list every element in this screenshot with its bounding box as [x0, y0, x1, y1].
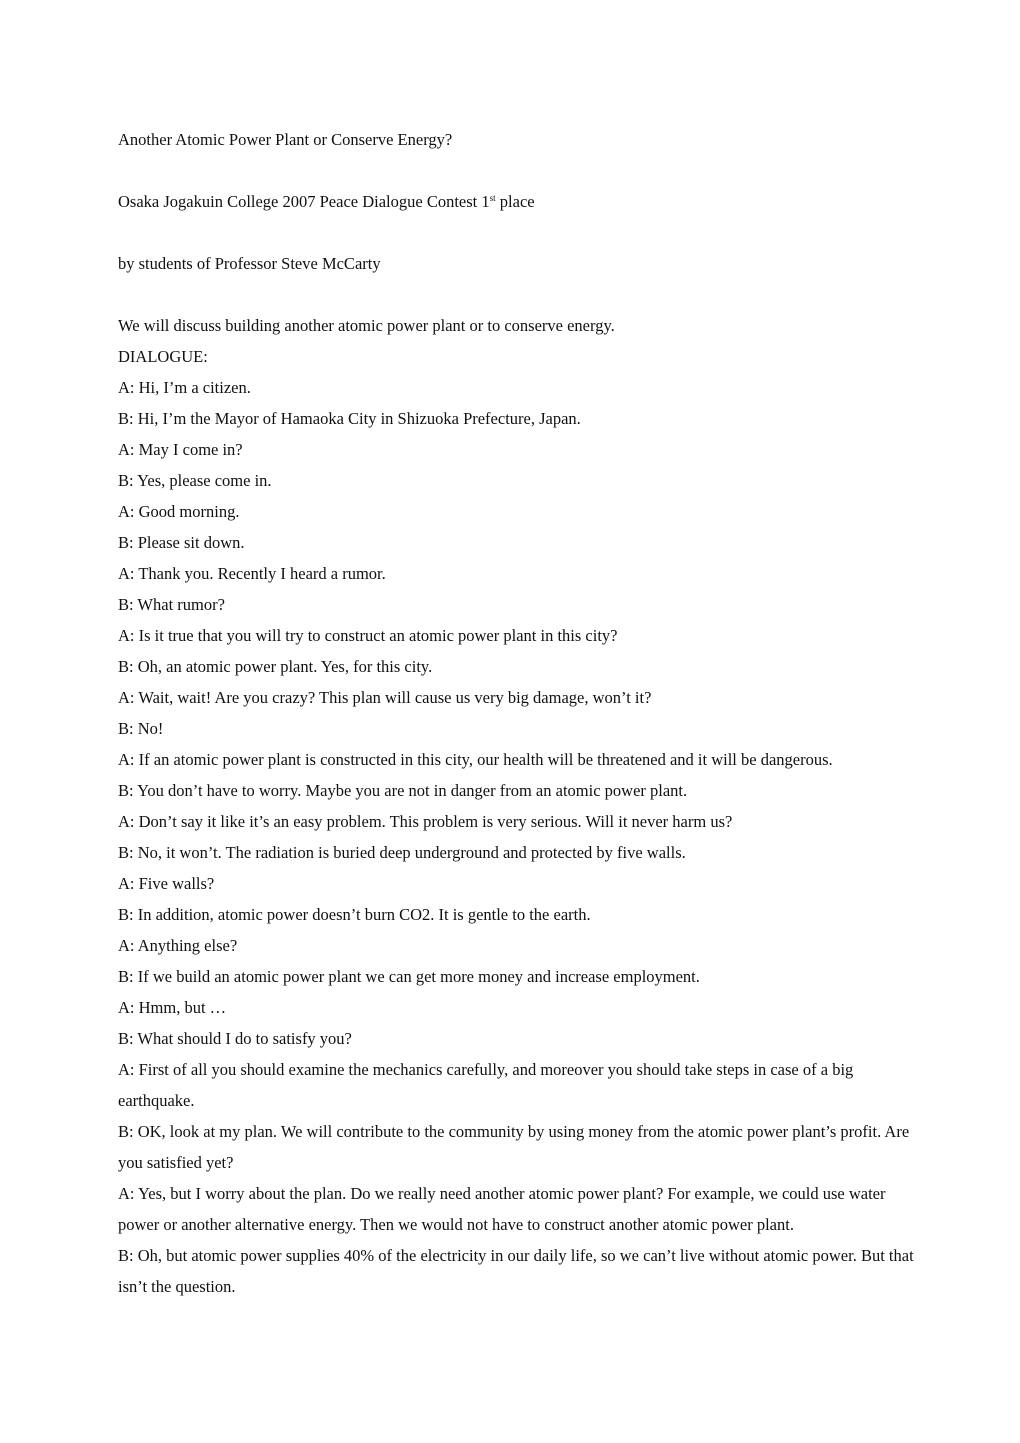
dialogue-line: A: Anything else? — [118, 936, 238, 955]
document-title: Another Atomic Power Plant or Conserve Energy? — [118, 130, 453, 149]
dialogue-line: A: Wait, wait! Are you crazy? This plan will cause us very big damage, won’t it? — [118, 688, 652, 707]
intro-paragraph: We will discuss building another atomic power plant or to conserve energy. — [118, 316, 615, 335]
document-subtitle — [118, 186, 918, 217]
dialogue-line: A: First of all you should examine the mechanics carefully, and moreover you should take steps in case of a big earthquake. — [118, 1060, 854, 1110]
dialogue-line: A: Hmm, but … — [118, 998, 227, 1017]
dialogue-line: A: If an atomic power plant is constructed in this city, our health will be threatened and it will be dangerous. — [118, 750, 833, 769]
dialogue-line: A: Five walls? — [118, 874, 215, 893]
subtitle-tail: place — [495, 192, 535, 211]
dialogue-line: A: Is it true that you will try to construct an atomic power plant in this city? — [118, 626, 618, 645]
dialogue-line: B: Please sit down. — [118, 533, 245, 552]
dialogue-line: A: Hi, I’m a citizen. — [118, 378, 251, 397]
dialogue-line: A: Don’t say it like it’s an easy problem. This problem is very serious. Will it never harm us? — [118, 812, 733, 831]
dialogue-line: A: Yes, but I worry about the plan. Do we really need another atomic power plant? For example, we could use water power or another alternative energy. Then we would not have to construct another atomic power plant. — [118, 1184, 886, 1234]
byline: by students of Professor Steve McCarty — [118, 254, 381, 273]
subtitle-main: Osaka Jogakuin College 2007 Peace Dialogue Contest 1 — [118, 192, 490, 211]
subtitle-superscript: st — [489, 193, 496, 203]
dialogue-line: B: Oh, an atomic power plant. Yes, for this city. — [118, 657, 433, 676]
dialogue-line: B: What should I do to satisfy you? — [118, 1029, 352, 1048]
dialogue-line: B: You don’t have to worry. Maybe you are not in danger from an atomic power plant. — [118, 781, 688, 800]
dialogue-line: B: If we build an atomic power plant we can get more money and increase employment. — [118, 967, 700, 986]
dialogue-line: B: OK, look at my plan. We will contribute to the community by using money from the atomic power plant’s profit. Are you satisfied yet? — [118, 1122, 910, 1172]
dialogue-line: B: In addition, atomic power doesn’t burn CO2. It is gentle to the earth. — [118, 905, 591, 924]
dialogue-heading: DIALOGUE: — [118, 347, 208, 366]
dialogue-line: B: What rumor? — [118, 595, 225, 614]
dialogue-line: B: Hi, I’m the Mayor of Hamaoka City in Shizuoka Prefecture, Japan. — [118, 409, 581, 428]
document-body — [118, 124, 918, 1302]
dialogue-line: B: No, it won’t. The radiation is buried deep underground and protected by five walls. — [118, 843, 686, 862]
dialogue-line: B: No! — [118, 719, 164, 738]
dialogue-line: B: Oh, but atomic power supplies 40% of the electricity in our daily life, so we can’t live without atomic power. But that isn’t the question. — [118, 1246, 914, 1296]
dialogue-line: A: Good morning. — [118, 502, 240, 521]
dialogue-line: B: Yes, please come in. — [118, 471, 272, 490]
dialogue-line: A: May I come in? — [118, 440, 243, 459]
dialogue-line: A: Thank you. Recently I heard a rumor. — [118, 564, 386, 583]
